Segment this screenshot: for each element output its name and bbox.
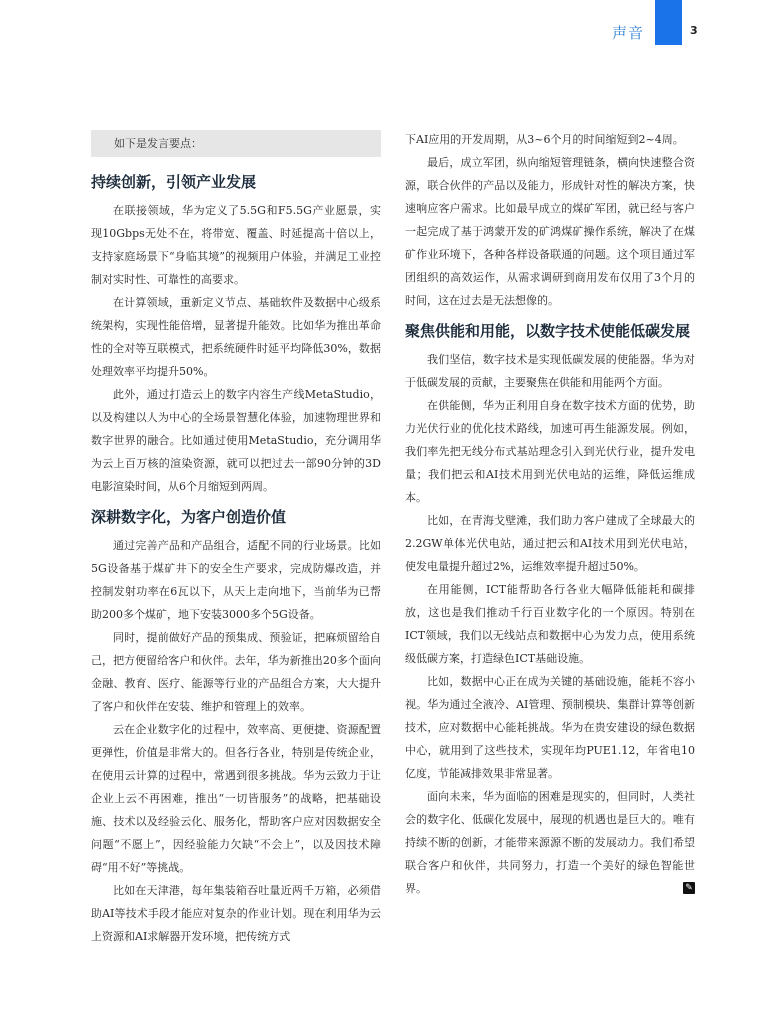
section2-title: 深耕数字化，为客户创造价值 — [91, 508, 287, 526]
paragraph: 通过完善产品和产品组合，适配不同的行业场景。比如5G设备基于煤矿井下的安全生产要求，完成防爆改造，并控制发射功率在6瓦以下，从天上走向地下，当前华为已帮助200多个煤矿，地下安装3000多个5G设备。 — [91, 539, 381, 621]
page-number: 3 — [690, 24, 698, 37]
paragraph: 同时，提前做好产品的预集成、预验证，把麻烦留给自己，把方便留给客户和伙伴。去年，华为新推出20多个面向金融、教育、医疗、能源等行业的产品组合方案，大大提升了客户和伙伴在安装、维护和管理上的效率。 — [91, 631, 381, 713]
section3-title: 聚焦供能和用能，以数字技术使能低碳发展 — [405, 322, 691, 340]
section1-title: 持续创新，引领产业发展 — [91, 173, 257, 191]
final-paragraph-wrap — [405, 785, 695, 900]
paragraph: 此外，通过打造云上的数字内容生产线MetaStudio，以及构建以人为中心的全场景智慧化体验，加速物理世界和数字世界的融合。比如通过使用MetaStudio，充分调用华为云上百万核的渲染资源，就可以把过去一部90分钟的3D电影渲染时间，从6个月缩短到两周。 — [91, 388, 381, 493]
paragraph: 比如，在青海戈壁滩，我们助力客户建成了全球最大的2.2GW单体光伏电站，通过把云和AI技术用到光伏电站，使发电量提升超过2%，运维效率提升超过50%。 — [405, 514, 695, 573]
paragraph: 在计算领域，重新定义节点、基础软件及数据中心级系统架构，实现性能倍增，显著提升能效。比如华为推出革命性的全对等互联模式，把系统硬件时延平均降低30%，数据处理效率平均提升50%。 — [91, 296, 381, 378]
continued-paragraph: 下AI应用的开发周期，从3~6个月的时间缩短到2~4周。 — [405, 133, 684, 146]
paragraph: 在联接领域，华为定义了5.5G和F5.5G产业愿景，实现10Gbps无处不在，将带宽、覆盖、时延提高十倍以上，支持家庭场景下“身临其境”的视频用户体验，并满足工业控制对实时性、可靠性的高要求。 — [91, 204, 381, 286]
paragraph: 比如在天津港，每年集装箱吞吐量近两千万箱，必须借助AI等技术手段才能应对复杂的作业计划。现在利用华为云上资源和AI求解器开发环境，把传统方式 — [91, 884, 381, 943]
right-column — [405, 128, 695, 900]
paragraph: 云在企业数字化的过程中，效率高、更便捷、资源配置更弹性，价值是非常大的。但各行各业，特别是传统企业，在使用云计算的过程中，常遇到很多挑战。华为云致力于让企业上云不再困难，推出“一切皆服务”的战略，把基础设施、技术以及经验云化、服务化，帮助客户应对因数据安全问题“不愿上”，因经验能力欠缺“不会上”，以及因技术障碍“用不好”等挑战。 — [91, 723, 381, 874]
header-accent-bar — [655, 0, 682, 45]
paragraph: 最后，成立军团，纵向缩短管理链条，横向快速整合资源，联合伙伴的产品以及能力，形成针对性的解决方案，快速响应客户需求。比如最早成立的煤矿军团，就已经与客户一起完成了基于鸿蒙开发的矿鸿煤矿操作系统，解决了在煤矿作业环境下，各种各样设备联通的问题。这个项目通过军团组织的高效运作，从需求调研到商用发布仅用了3个月的时间，这在过去是无法想像的。 — [405, 156, 695, 307]
pencil-end-mark-icon: ✎ — [683, 882, 695, 894]
paragraph: 我们坚信，数字技术是实现低碳发展的使能器。华为对于低碳发展的贡献，主要聚焦在供能和用能两个方面。 — [405, 353, 695, 389]
intro-box: 如下是发言要点： — [91, 130, 381, 157]
paragraph: 在用能侧，ICT能帮助各行各业大幅降低能耗和碳排放，这也是我们推动千行百业数字化的一个原因。特别在ICT领域，我们以无线站点和数据中心为发力点，使用系统级低碳方案，打造绿色ICT基础设施。 — [405, 583, 695, 665]
paragraph: 面向未来，华为面临的困难是现实的，但同时，人类社会的数字化、低碳化发展中，展现的机遇也是巨大的。唯有持续不断的创新，才能带来源源不断的发展动力。我们希望联合客户和伙伴，共同努力，打造一个美好的绿色智能世界。 — [405, 790, 695, 895]
left-column — [91, 128, 381, 948]
paragraph: 在供能侧，华为正利用自身在数字技术方面的优势，助力光伏行业的优化技术路线，加速可再生能源发展。例如，我们率先把无线分布式基站理念引入到光伏行业，提升发电量；我们把云和AI技术用到光伏电站的运维，降低运维成本。 — [405, 399, 695, 504]
section-label: 声音 — [612, 24, 645, 42]
paragraph: 比如，数据中心正在成为关键的基础设施，能耗不容小视。华为通过全液冷、AI管理、预制模块、集群计算等创新技术，应对数据中心能耗挑战。华为在贵安建设的绿色数据中心，就用到了这些技术，实现年均PUE1.12，年省电10亿度，节能减排效果非常显著。 — [405, 675, 695, 780]
